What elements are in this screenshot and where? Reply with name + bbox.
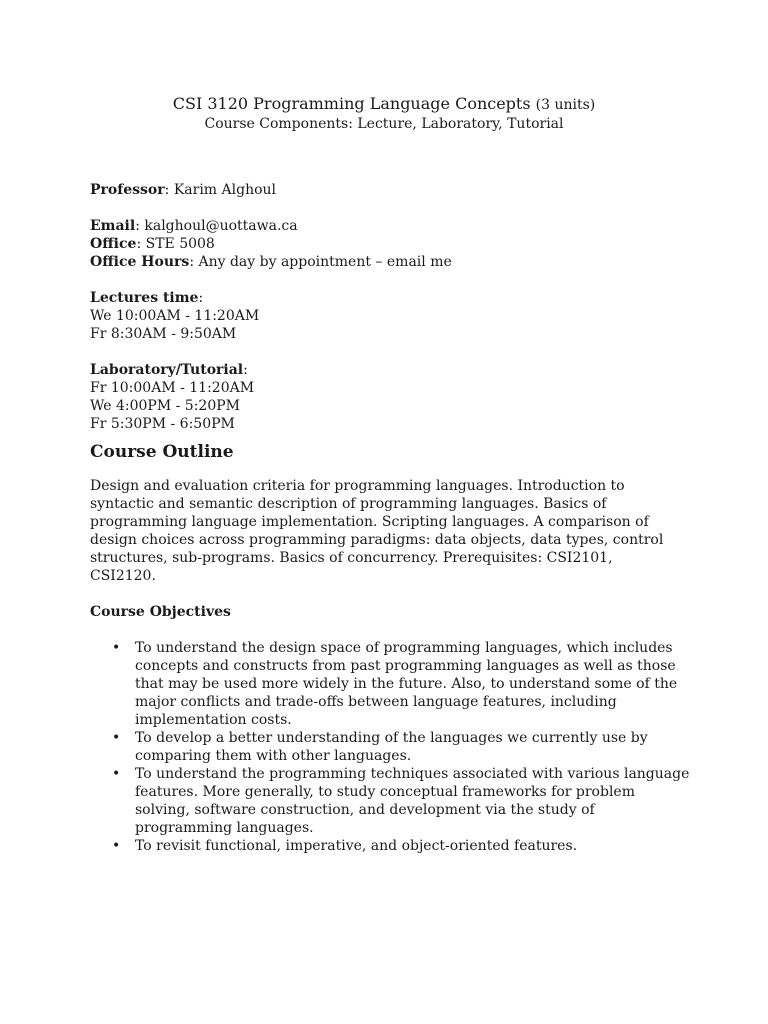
course-objectives-heading: Course Objectives xyxy=(90,604,231,620)
list-item xyxy=(90,765,690,837)
course-title-text: CSI 3120 Programming Language Concepts xyxy=(172,94,531,113)
email-value: : kalghoul@uottawa.ca xyxy=(135,218,298,234)
office-hours-label: Office Hours xyxy=(90,254,190,270)
course-outline-text: Design and evaluation criteria for programming languages. Introduction to syntactic and semantic description of programming languages. Basics of programming language implementation. Scripting languages. A comparison of design choices across programming paradigms: data objects, data types, control structures, sub-programs. Basics of concurrency. Prerequisites: CSI2101, CSI2120. xyxy=(90,478,664,584)
spacer xyxy=(90,133,690,181)
objective-text: To revisit functional, imperative, and object-oriented features. xyxy=(135,838,578,854)
lecture-time: We 10:00AM - 11:20AM xyxy=(90,308,260,324)
objective-text: To understand the design space of programming languages, which includes concepts and constructs from past programming languages as well as those that may be used more widely in the future. Also, to understand some of the major conflicts and trade-offs between language features, including implementation costs. xyxy=(135,640,678,728)
objective-text: To develop a better understanding of the languages we currently use by comparing them with other languages. xyxy=(135,730,648,764)
professor-label: Professor xyxy=(90,182,165,198)
bullet-icon: • xyxy=(112,766,121,782)
lectures-heading xyxy=(90,289,690,307)
spacer xyxy=(90,271,690,289)
lab-time: We 4:00PM - 5:20PM xyxy=(90,398,241,414)
professor-value: : Karim Alghoul xyxy=(164,182,277,198)
labs-colon: : xyxy=(243,362,248,378)
lab-time: Fr 5:30PM - 6:50PM xyxy=(90,416,235,432)
course-units: (3 units) xyxy=(535,97,596,113)
labs-heading xyxy=(90,361,690,379)
office-value: : STE 5008 xyxy=(136,236,215,252)
objective-text: To understand the programming techniques associated with various language features. More generally, to study conceptual frameworks for problem solving, software construction, and development via the study of programming languages. xyxy=(135,766,690,836)
course-outline-heading: Course Outline xyxy=(90,442,234,462)
list-item xyxy=(90,729,690,765)
course-components: Course Components: Lecture, Laboratory, Tutorial xyxy=(204,116,564,132)
office-line xyxy=(90,235,690,253)
bullet-icon: • xyxy=(112,640,121,656)
email-line xyxy=(90,217,690,235)
lecture-time: Fr 8:30AM - 9:50AM xyxy=(90,326,237,342)
office-hours-value: : Any day by appointment – email me xyxy=(189,254,452,270)
course-title xyxy=(90,94,678,115)
lectures-colon: : xyxy=(198,290,204,306)
office-hours-line xyxy=(90,253,690,271)
bullet-icon: • xyxy=(112,838,121,854)
lab-time: Fr 10:00AM - 11:20AM xyxy=(90,380,255,396)
office-label: Office xyxy=(90,236,137,252)
list-item xyxy=(90,837,690,855)
document-page xyxy=(90,94,690,855)
objectives-list xyxy=(90,639,690,855)
title-block xyxy=(90,94,678,133)
bullet-icon: • xyxy=(112,730,121,746)
spacer xyxy=(90,199,690,217)
email-label: Email xyxy=(90,218,136,234)
list-item xyxy=(90,639,690,729)
labs-label: Laboratory/Tutorial xyxy=(90,362,244,378)
professor-line xyxy=(90,181,690,199)
lectures-label: Lectures time xyxy=(90,290,199,306)
spacer xyxy=(90,343,690,361)
